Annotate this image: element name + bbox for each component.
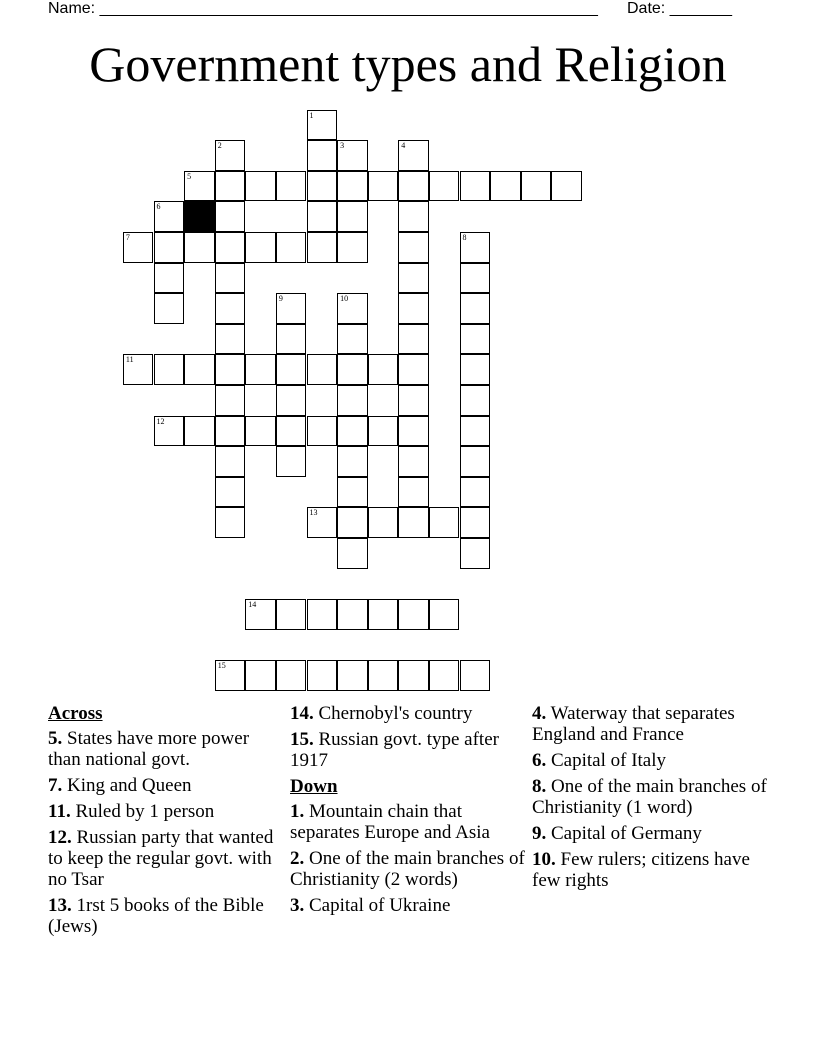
grid-cell[interactable] xyxy=(398,263,429,294)
clue-text: Ruled by 1 person xyxy=(70,801,215,822)
clue-number: 4 xyxy=(401,141,406,151)
grid-cell[interactable] xyxy=(184,416,215,447)
grid-cell[interactable] xyxy=(337,324,368,355)
grid-cell[interactable] xyxy=(215,263,246,294)
grid-cell[interactable] xyxy=(337,599,368,630)
grid-cell[interactable] xyxy=(429,171,460,202)
clue-number: 12 xyxy=(156,416,165,426)
grid-cell[interactable] xyxy=(429,599,460,630)
grid-cell[interactable] xyxy=(215,416,246,447)
grid-cell[interactable] xyxy=(460,416,491,447)
grid-cell[interactable] xyxy=(337,385,368,416)
clue-number-label: 1. xyxy=(290,801,305,822)
grid-cell[interactable] xyxy=(337,416,368,447)
grid-cell[interactable] xyxy=(184,232,215,263)
clue-text: Capital of Ukraine xyxy=(304,895,451,916)
clue-text: Russian party that wanted to keep the regular govt. with no Tsar xyxy=(48,827,274,890)
clue-number-label: 7. xyxy=(48,775,63,796)
clue-number-label: 9. xyxy=(532,823,547,844)
grid-cell[interactable] xyxy=(215,171,246,202)
grid-cell[interactable] xyxy=(460,354,491,385)
grid-cell[interactable] xyxy=(460,385,491,416)
grid-cell[interactable] xyxy=(337,477,368,508)
grid-cell[interactable] xyxy=(398,385,429,416)
grid-cell[interactable] xyxy=(337,232,368,263)
grid-cell[interactable] xyxy=(337,354,368,385)
grid-cell[interactable] xyxy=(398,171,429,202)
grid-cell[interactable] xyxy=(307,660,338,691)
clues-column-1 xyxy=(48,703,284,942)
grid-cell[interactable] xyxy=(337,660,368,691)
clue-number: 5 xyxy=(187,171,192,181)
grid-cell[interactable] xyxy=(337,507,368,538)
clue-item xyxy=(532,849,768,891)
grid-cell[interactable] xyxy=(276,324,307,355)
grid-cell[interactable] xyxy=(460,263,491,294)
grid-cell[interactable] xyxy=(368,599,399,630)
grid-cell[interactable] xyxy=(307,201,338,232)
grid-cell[interactable] xyxy=(154,263,185,294)
grid-cell[interactable] xyxy=(460,660,491,691)
grid-cell[interactable] xyxy=(276,416,307,447)
clue-text: Chernobyl's country xyxy=(313,703,473,724)
clue-text: Capital of Germany xyxy=(546,823,702,844)
grid-cell[interactable] xyxy=(398,140,429,171)
grid-cell[interactable] xyxy=(154,293,185,324)
grid-cell[interactable] xyxy=(245,416,276,447)
clue-number-label: 8. xyxy=(532,776,547,797)
black-cell xyxy=(184,201,215,232)
grid-cell[interactable] xyxy=(215,201,246,232)
clue-text: 1rst 5 books of the Bible (Jews) xyxy=(48,895,264,937)
grid-cell[interactable] xyxy=(307,232,338,263)
grid-cell[interactable] xyxy=(460,477,491,508)
grid-cell[interactable] xyxy=(245,599,276,630)
grid-cell[interactable] xyxy=(184,171,215,202)
clue-item xyxy=(290,703,526,724)
grid-cell[interactable] xyxy=(276,293,307,324)
clue-number: 2 xyxy=(217,141,222,151)
grid-cell[interactable] xyxy=(398,232,429,263)
grid-cell[interactable] xyxy=(398,293,429,324)
clue-number-label: 12. xyxy=(48,827,72,848)
grid-cell[interactable] xyxy=(460,507,491,538)
grid-cell[interactable] xyxy=(398,446,429,477)
grid-cell[interactable] xyxy=(184,354,215,385)
clue-text: Capital of Italy xyxy=(546,750,667,771)
grid-cell[interactable] xyxy=(276,385,307,416)
grid-cell[interactable] xyxy=(307,599,338,630)
clue-number: 10 xyxy=(340,294,349,304)
grid-cell[interactable] xyxy=(215,324,246,355)
grid-cell[interactable] xyxy=(337,140,368,171)
grid-cell[interactable] xyxy=(337,201,368,232)
grid-cell[interactable] xyxy=(307,171,338,202)
clue-number-label: 15. xyxy=(290,729,314,750)
grid-cell[interactable] xyxy=(490,171,521,202)
grid-cell[interactable] xyxy=(337,446,368,477)
grid-cell[interactable] xyxy=(307,354,338,385)
clue-number: 8 xyxy=(462,233,467,242)
clue-number: 1 xyxy=(309,110,314,120)
clues-column-2 xyxy=(290,703,526,921)
grid-cell[interactable] xyxy=(215,293,246,324)
grid-cell[interactable] xyxy=(460,232,491,263)
grid-cell[interactable] xyxy=(368,354,399,385)
clue-text: Few rulers; citizens have few rights xyxy=(532,849,750,891)
clue-number-label: 6. xyxy=(532,750,547,771)
grid-cell[interactable] xyxy=(215,232,246,263)
clue-text: Mountain chain that separates Europe and Asia xyxy=(290,801,490,843)
grid-cell[interactable] xyxy=(460,446,491,477)
grid-cell[interactable] xyxy=(245,660,276,691)
clue-item xyxy=(532,823,768,844)
grid-cell[interactable] xyxy=(276,232,307,263)
grid-cell[interactable] xyxy=(337,293,368,324)
grid-cell[interactable] xyxy=(398,507,429,538)
date-field[interactable]: Date: _______ xyxy=(627,0,732,17)
clue-text: Russian govt. type after 1917 xyxy=(290,729,499,771)
down-heading: Down xyxy=(290,776,338,797)
clue-number-label: 13. xyxy=(48,895,72,916)
clue-number: 11 xyxy=(125,355,134,365)
clue-item xyxy=(290,848,526,890)
grid-cell[interactable] xyxy=(460,324,491,355)
grid-cell[interactable] xyxy=(307,507,338,538)
grid-cell[interactable] xyxy=(123,354,154,385)
clue-number-label: 2. xyxy=(290,848,305,869)
grid-cell[interactable] xyxy=(429,507,460,538)
clue-number-label: 10. xyxy=(532,849,556,870)
grid-cell[interactable] xyxy=(245,354,276,385)
grid-cell[interactable] xyxy=(398,477,429,508)
grid-cell[interactable] xyxy=(398,599,429,630)
clue-item xyxy=(48,827,284,890)
grid-cell[interactable] xyxy=(307,140,338,171)
clue-number: 7 xyxy=(125,233,130,242)
clue-number: 15 xyxy=(217,661,226,671)
grid-cell[interactable] xyxy=(123,232,154,263)
grid-cell[interactable] xyxy=(215,446,246,477)
grid-cell[interactable] xyxy=(154,201,185,232)
grid-cell[interactable] xyxy=(398,660,429,691)
clue-number-label: 3. xyxy=(290,895,305,916)
grid-cell[interactable] xyxy=(398,354,429,385)
grid-cell[interactable] xyxy=(215,507,246,538)
grid-cell[interactable] xyxy=(215,354,246,385)
clue-text: King and Queen xyxy=(62,775,192,796)
clue-number: 6 xyxy=(156,202,161,212)
grid-cell[interactable] xyxy=(276,354,307,385)
clue-item xyxy=(532,703,768,745)
grid-cell[interactable] xyxy=(276,171,307,202)
grid-cell[interactable] xyxy=(368,507,399,538)
clue-text: One of the main branches of Christianity (2 words) xyxy=(290,848,525,890)
clue-text: Waterway that separates England and France xyxy=(532,703,735,745)
grid-cell[interactable] xyxy=(245,232,276,263)
clue-item xyxy=(532,776,768,818)
grid-cell[interactable] xyxy=(276,446,307,477)
clue-item xyxy=(290,801,526,843)
grid-cell[interactable] xyxy=(398,201,429,232)
grid-cell[interactable] xyxy=(245,171,276,202)
name-field[interactable]: Name: ________________________________________________________ xyxy=(48,0,598,17)
clue-item xyxy=(48,728,284,770)
grid-cell[interactable] xyxy=(429,660,460,691)
clue-number-label: 14. xyxy=(290,703,314,724)
clue-text: States have more power than national govt. xyxy=(48,728,250,770)
clue-item xyxy=(48,775,284,796)
clue-number-label: 4. xyxy=(532,703,547,724)
grid-cell[interactable] xyxy=(154,354,185,385)
clue-item xyxy=(290,729,526,771)
grid-cell[interactable] xyxy=(154,416,185,447)
clue-number: 13 xyxy=(309,508,318,518)
grid-cell[interactable] xyxy=(307,416,338,447)
grid-cell[interactable] xyxy=(368,171,399,202)
grid-cell[interactable] xyxy=(398,324,429,355)
grid-cell[interactable] xyxy=(337,171,368,202)
grid-cell[interactable] xyxy=(368,416,399,447)
grid-cell[interactable] xyxy=(154,232,185,263)
grid-cell[interactable] xyxy=(215,140,246,171)
grid-cell[interactable] xyxy=(215,385,246,416)
page-title: Government types and Religion xyxy=(89,36,727,92)
clue-item xyxy=(532,750,768,771)
clue-item xyxy=(290,895,526,916)
across-heading: Across xyxy=(48,703,103,724)
grid-cell[interactable] xyxy=(215,477,246,508)
grid-cell[interactable] xyxy=(307,110,338,141)
grid-cell[interactable] xyxy=(460,538,491,569)
grid-cell[interactable] xyxy=(276,599,307,630)
clue-number: 3 xyxy=(340,141,345,151)
clue-item xyxy=(48,895,284,937)
grid-cell[interactable] xyxy=(215,660,246,691)
grid-cell[interactable] xyxy=(460,293,491,324)
grid-cell[interactable] xyxy=(276,660,307,691)
grid-cell[interactable] xyxy=(398,416,429,447)
grid-cell[interactable] xyxy=(368,660,399,691)
clues-column-3 xyxy=(532,703,768,896)
grid-cell[interactable] xyxy=(551,171,582,202)
clue-number-label: 5. xyxy=(48,728,63,749)
grid-cell[interactable] xyxy=(337,538,368,569)
clue-number: 9 xyxy=(278,294,283,304)
clue-number-label: 11. xyxy=(48,801,71,822)
clue-item xyxy=(48,801,284,822)
clue-number: 14 xyxy=(248,600,257,610)
grid-cell[interactable] xyxy=(460,171,491,202)
clue-text: One of the main branches of Christianity (1 word) xyxy=(532,776,767,818)
grid-cell[interactable] xyxy=(521,171,552,202)
